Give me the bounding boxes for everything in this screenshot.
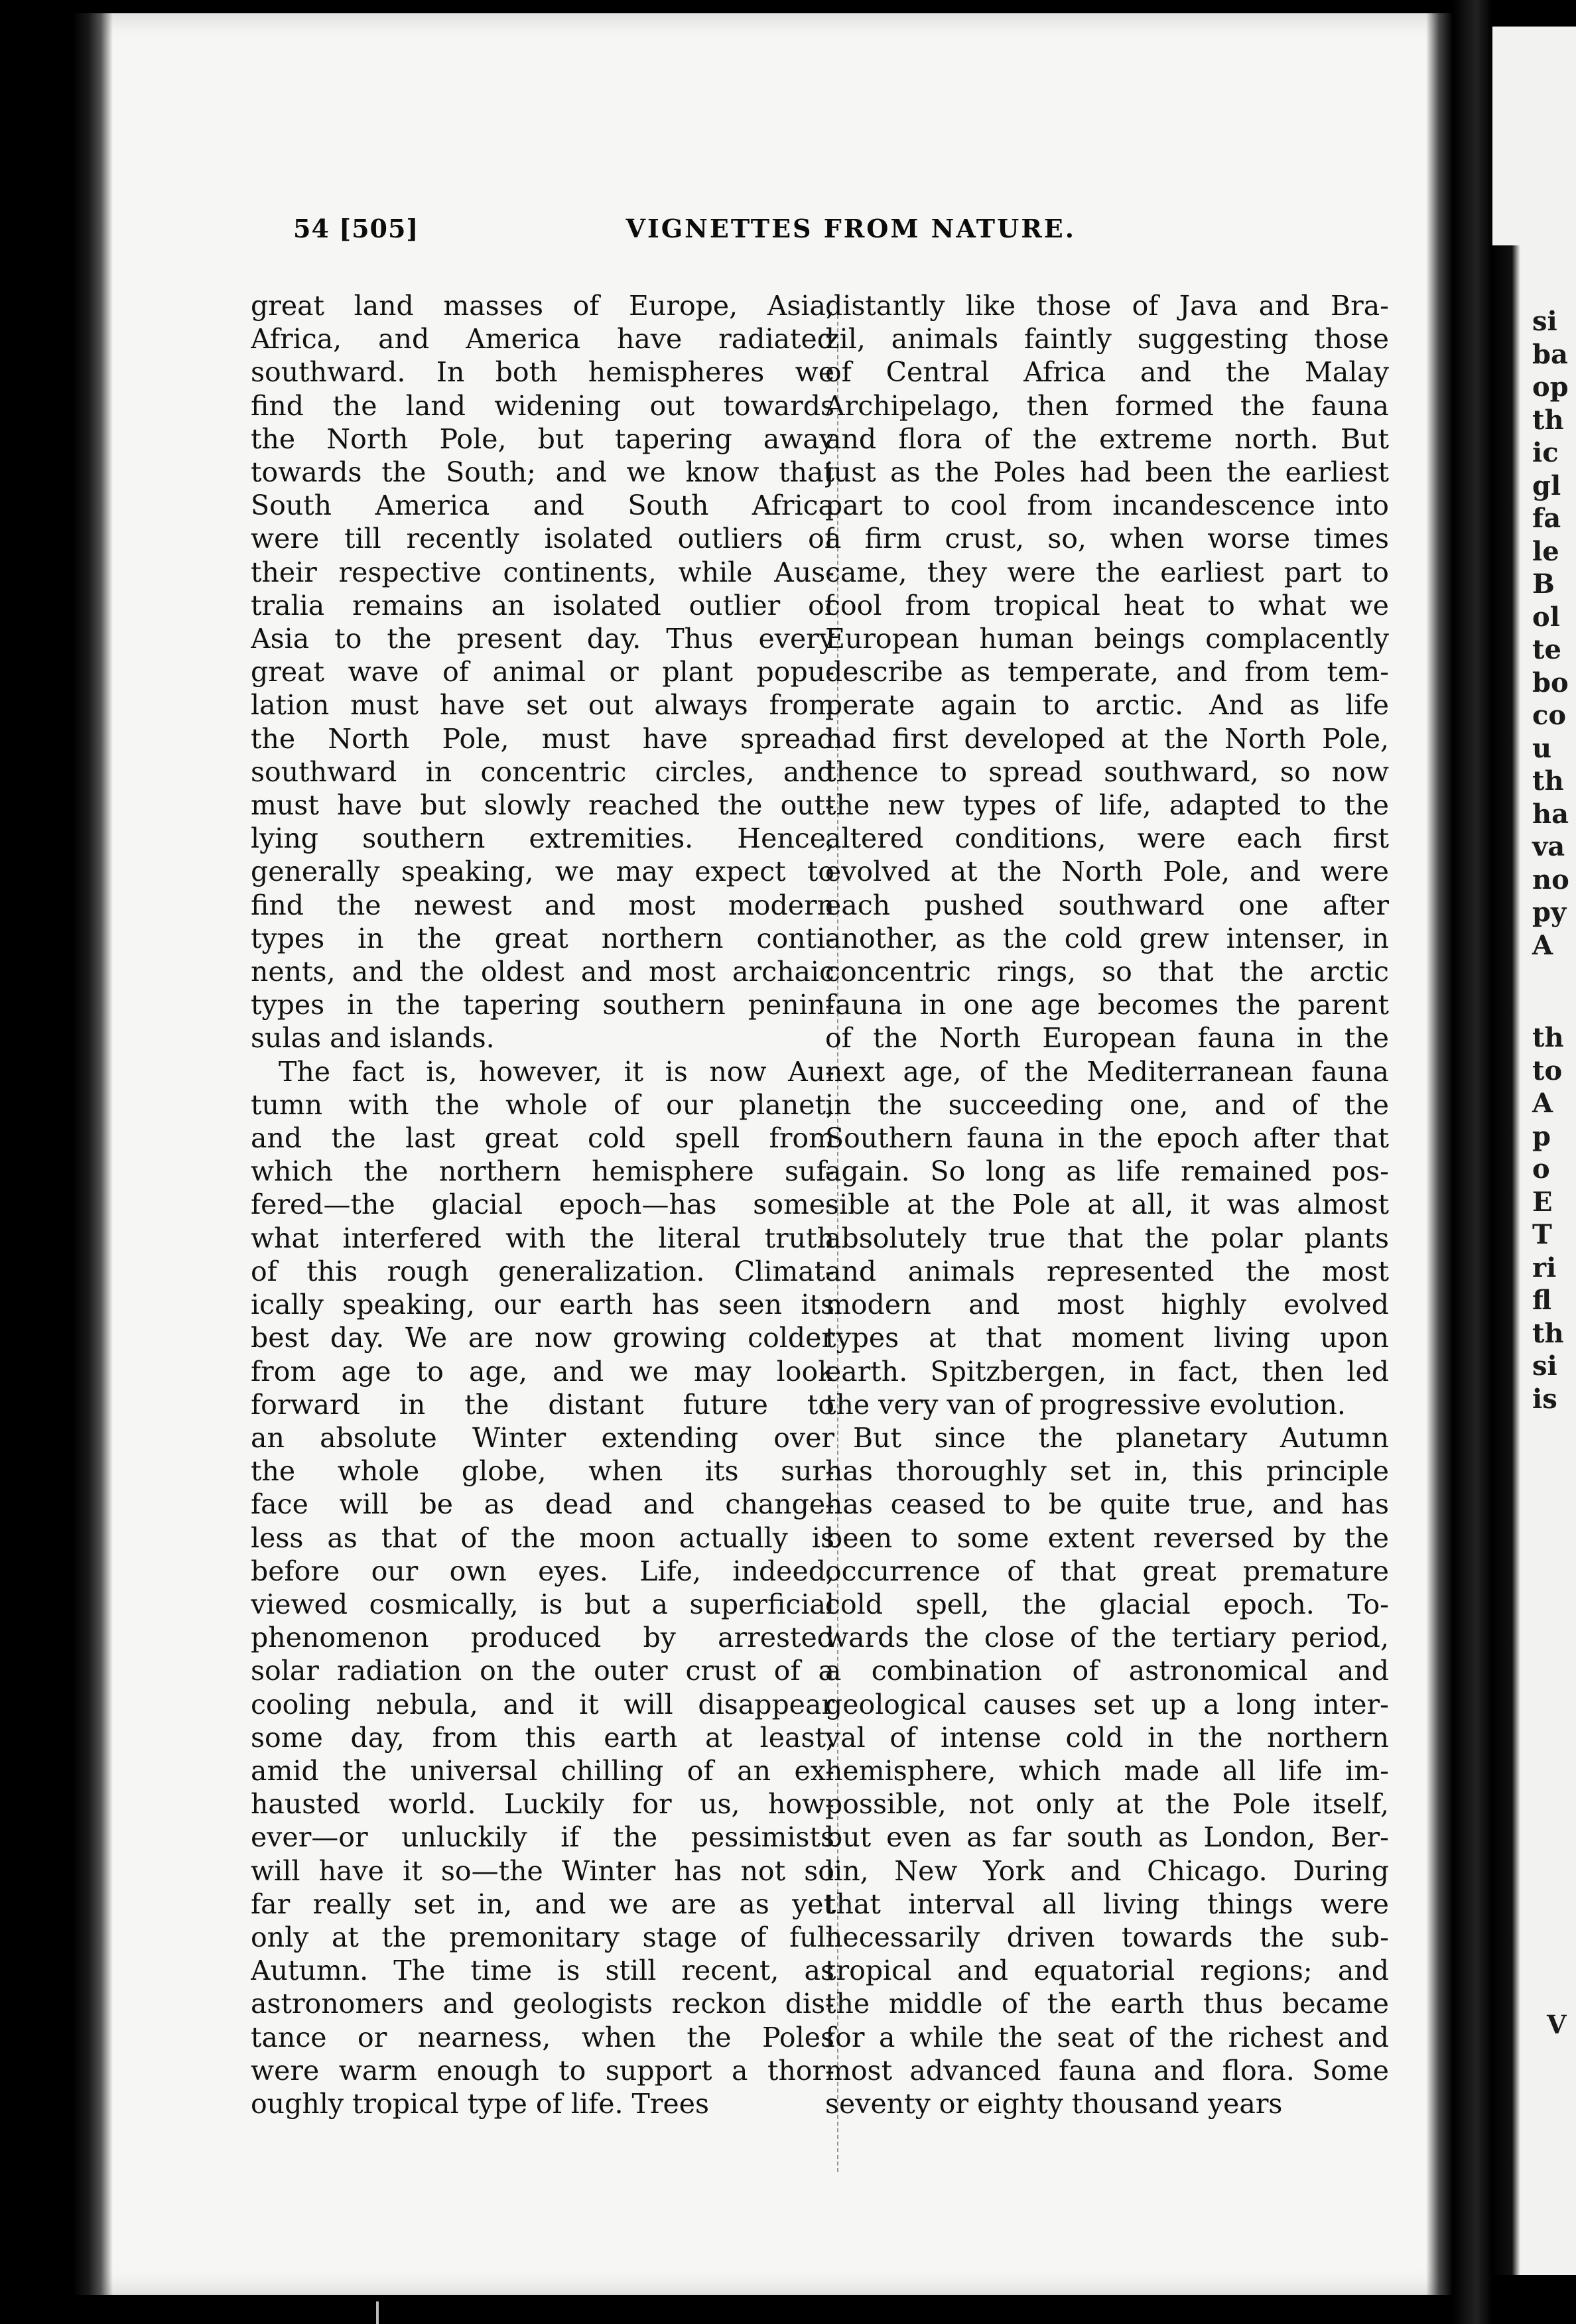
page-gutter-shadow — [73, 13, 113, 2295]
text-line: astronomers and geologists reckon dis- — [251, 1988, 834, 2020]
text-line: phenomenon produced by arrested — [251, 1622, 834, 1654]
adjacent-page-letter: V — [1547, 2010, 1567, 2039]
text-line: cool from tropical heat to what we — [825, 589, 1389, 621]
adjacent-page-text-upper: si ba op th ic gl fa le B ol te bo co u th ha va no py A — [1532, 306, 1569, 961]
text-line: in the succeeding one, and of the — [825, 1088, 1389, 1121]
text-line: the very van of progressive evolution. — [825, 1388, 1346, 1421]
text-line: viewed cosmically, is but a superficial — [251, 1588, 834, 1620]
text-line: great land masses of Europe, Asia, — [251, 290, 834, 322]
text-line: of the North European fauna in the — [825, 1022, 1389, 1055]
text-line: each pushed southward one after — [825, 889, 1389, 921]
book-spine — [1453, 0, 1492, 2324]
text-line: best day. We are now growing colder — [251, 1322, 834, 1354]
text-line: but even as far south as London, Ber- — [825, 1821, 1389, 1854]
text-line: another, as the cold grew intenser, in — [825, 922, 1389, 954]
text-line: lying southern extremities. Hence, — [251, 822, 834, 855]
text-line: absolutely true that the polar plants — [825, 1222, 1389, 1254]
text-line: sulas and islands. — [251, 1022, 495, 1055]
text-line: types in the great northern conti- — [251, 922, 834, 954]
text-line: of Central Africa and the Malay — [825, 356, 1389, 389]
text-line: tralia remains an isolated outlier of — [251, 589, 834, 621]
text-line: part to cool from incandescence into — [825, 489, 1389, 522]
text-line: earth. Spitzbergen, in fact, then led — [825, 1355, 1389, 1388]
text-line: for a while the seat of the richest and — [825, 2021, 1389, 2053]
text-line: Archipelago, then formed the fauna — [825, 389, 1389, 422]
text-line: possible, not only at the Pole itself, — [825, 1788, 1389, 1821]
text-line: tumn with the whole of our planet, — [251, 1088, 834, 1121]
left-text-column — [251, 289, 834, 2120]
text-line: types at that moment living upon — [825, 1322, 1389, 1354]
text-line: lin, New York and Chicago. During — [825, 1854, 1389, 1887]
text-line: Southern fauna in the epoch after that — [825, 1122, 1389, 1155]
text-line: ever—or unluckily if the pessimists — [251, 1821, 834, 1854]
text-line: of this rough generalization. Climat- — [251, 1255, 834, 1287]
text-line: again. So long as life remained pos- — [825, 1155, 1389, 1188]
page-header — [293, 214, 1076, 251]
text-line: find the newest and most modern — [251, 889, 834, 921]
text-line: most advanced fauna and flora. Some — [825, 2054, 1389, 2087]
text-line: the new types of life, adapted to the — [825, 789, 1389, 822]
text-line: ically speaking, our earth has seen its — [251, 1289, 834, 1321]
text-line: great wave of animal or plant popu- — [251, 656, 834, 688]
text-line: modern and most highly evolved — [825, 1289, 1389, 1321]
text-line: distantly like those of Java and Bra- — [825, 290, 1389, 322]
text-line: had first developed at the North Pole, — [825, 722, 1389, 755]
text-line: generally speaking, we may expect to — [251, 856, 834, 888]
text-line: and flora of the extreme north. But — [825, 422, 1389, 455]
text-line: occurrence of that great premature — [825, 1555, 1389, 1587]
text-line: The fact is, however, it is now Au- — [279, 1055, 834, 1088]
text-line: face will be as dead and change- — [251, 1488, 834, 1521]
text-line: lation must have set out always from — [251, 689, 834, 722]
text-line: geological causes set up a long inter- — [825, 1688, 1389, 1720]
text-line: next age, of the Mediterranean fauna — [825, 1055, 1389, 1088]
text-line: only at the premonitary stage of full — [251, 1921, 834, 1953]
text-line: were till recently isolated outliers of — [251, 523, 834, 555]
text-line: fered—the glacial epoch—has some- — [251, 1189, 834, 1221]
text-line: But since the planetary Autumn — [853, 1421, 1389, 1454]
text-line: thence to spread southward, so now — [825, 755, 1389, 788]
text-line: far really set in, and we are as yet — [251, 1888, 834, 1920]
text-line: the middle of the earth thus became — [825, 1988, 1389, 2020]
text-line: amid the universal chilling of an ex- — [251, 1754, 834, 1787]
text-line: cooling nebula, and it will disappear — [251, 1688, 834, 1720]
text-line: that interval all living things were — [825, 1888, 1389, 1920]
text-line: oughly tropical type of life. Trees — [251, 2087, 710, 2120]
text-line: tropical and equatorial regions; and — [825, 1955, 1389, 1987]
text-line: before our own eyes. Life, indeed, — [251, 1555, 834, 1587]
page-right-edge — [1426, 13, 1453, 2295]
text-line: forward in the distant future to — [251, 1388, 834, 1421]
text-line: a combination of astronomical and — [825, 1655, 1389, 1687]
text-line: hausted world. Luckily for us, how- — [251, 1788, 834, 1821]
text-line: were warm enough to support a thor- — [251, 2054, 834, 2087]
text-line: the North Pole, but tapering away — [251, 422, 834, 455]
text-line: which the northern hemisphere suf- — [251, 1155, 834, 1188]
text-line: find the land widening out towards — [251, 389, 834, 422]
adjacent-page — [1492, 27, 1576, 2275]
text-line: fauna in one age becomes the parent — [825, 989, 1389, 1021]
text-line: a firm crust, so, when worse times — [825, 523, 1389, 555]
text-line: seventy or eighty thousand years — [825, 2087, 1283, 2120]
text-line: South America and South Africa — [251, 489, 834, 522]
text-line: Asia to the present day. Thus every — [251, 623, 834, 655]
page-number: 54 [505] — [293, 214, 419, 243]
text-line: from age to age, and we may look — [251, 1355, 834, 1388]
text-line: southward in concentric circles, and — [251, 755, 834, 788]
text-line: val of intense cold in the northern — [825, 1721, 1389, 1754]
adjacent-page-text-lower: th to A p o E T ri fl th si is — [1532, 1022, 1564, 1415]
text-line: the North Pole, must have spread — [251, 722, 834, 755]
text-line: southward. In both hemispheres we — [251, 356, 834, 389]
text-line: less as that of the moon actually is — [251, 1521, 834, 1554]
text-line: and the last great cold spell from — [251, 1122, 834, 1155]
text-line: necessarily driven towards the sub- — [825, 1921, 1389, 1953]
text-line: cold spell, the glacial epoch. To- — [825, 1588, 1389, 1620]
text-line: nents, and the oldest and most archaic — [251, 956, 834, 988]
text-line: some day, from this earth at least, — [251, 1721, 834, 1754]
text-line: and animals represented the most — [825, 1255, 1389, 1287]
text-line: has ceased to be quite true, and has — [825, 1488, 1389, 1521]
text-line: Autumn. The time is still recent, as — [251, 1955, 834, 1987]
text-line: towards the South; and we know that — [251, 456, 834, 489]
text-line: what interfered with the literal truth — [251, 1222, 834, 1254]
text-line: zil, animals faintly suggesting those — [825, 323, 1389, 355]
text-line: describe as temperate, and from tem- — [825, 656, 1389, 688]
text-line: has thoroughly set in, this principle — [825, 1455, 1389, 1488]
text-line: Africa, and America have radiated — [251, 323, 834, 355]
text-line: types in the tapering southern penin- — [251, 989, 834, 1021]
text-line: altered conditions, were each first — [825, 822, 1389, 855]
text-line: perate again to arctic. And as life — [825, 689, 1389, 722]
right-text-column — [825, 289, 1389, 2120]
text-line: will have it so—the Winter has not so — [251, 1854, 834, 1887]
adjacent-page-shadow — [1492, 245, 1520, 2275]
text-line: sible at the Pole at all, it was almost — [825, 1189, 1389, 1221]
text-line: came, they were the earliest part to — [825, 556, 1389, 588]
text-line: solar radiation on the outer crust of a — [251, 1655, 834, 1687]
scan-artifact — [376, 2301, 379, 2324]
text-line: European human beings complacently — [825, 623, 1389, 655]
text-line: must have but slowly reached the out- — [251, 789, 834, 822]
text-line: been to some extent reversed by the — [825, 1521, 1389, 1554]
text-line: tance or nearness, when the Poles — [251, 2021, 834, 2053]
text-line: the whole globe, when its sur- — [251, 1455, 834, 1488]
text-line: evolved at the North Pole, and were — [825, 856, 1389, 888]
running-title: VIGNETTES FROM NATURE. — [625, 214, 1076, 243]
text-line: concentric rings, so that the arctic — [825, 956, 1389, 988]
text-line: hemisphere, which made all life im- — [825, 1754, 1389, 1787]
text-line: their respective continents, while Aus- — [251, 556, 834, 588]
text-line: just as the Poles had been the earliest — [825, 456, 1389, 489]
text-line: an absolute Winter extending over — [251, 1421, 834, 1454]
text-line: wards the close of the tertiary period, — [825, 1622, 1389, 1654]
